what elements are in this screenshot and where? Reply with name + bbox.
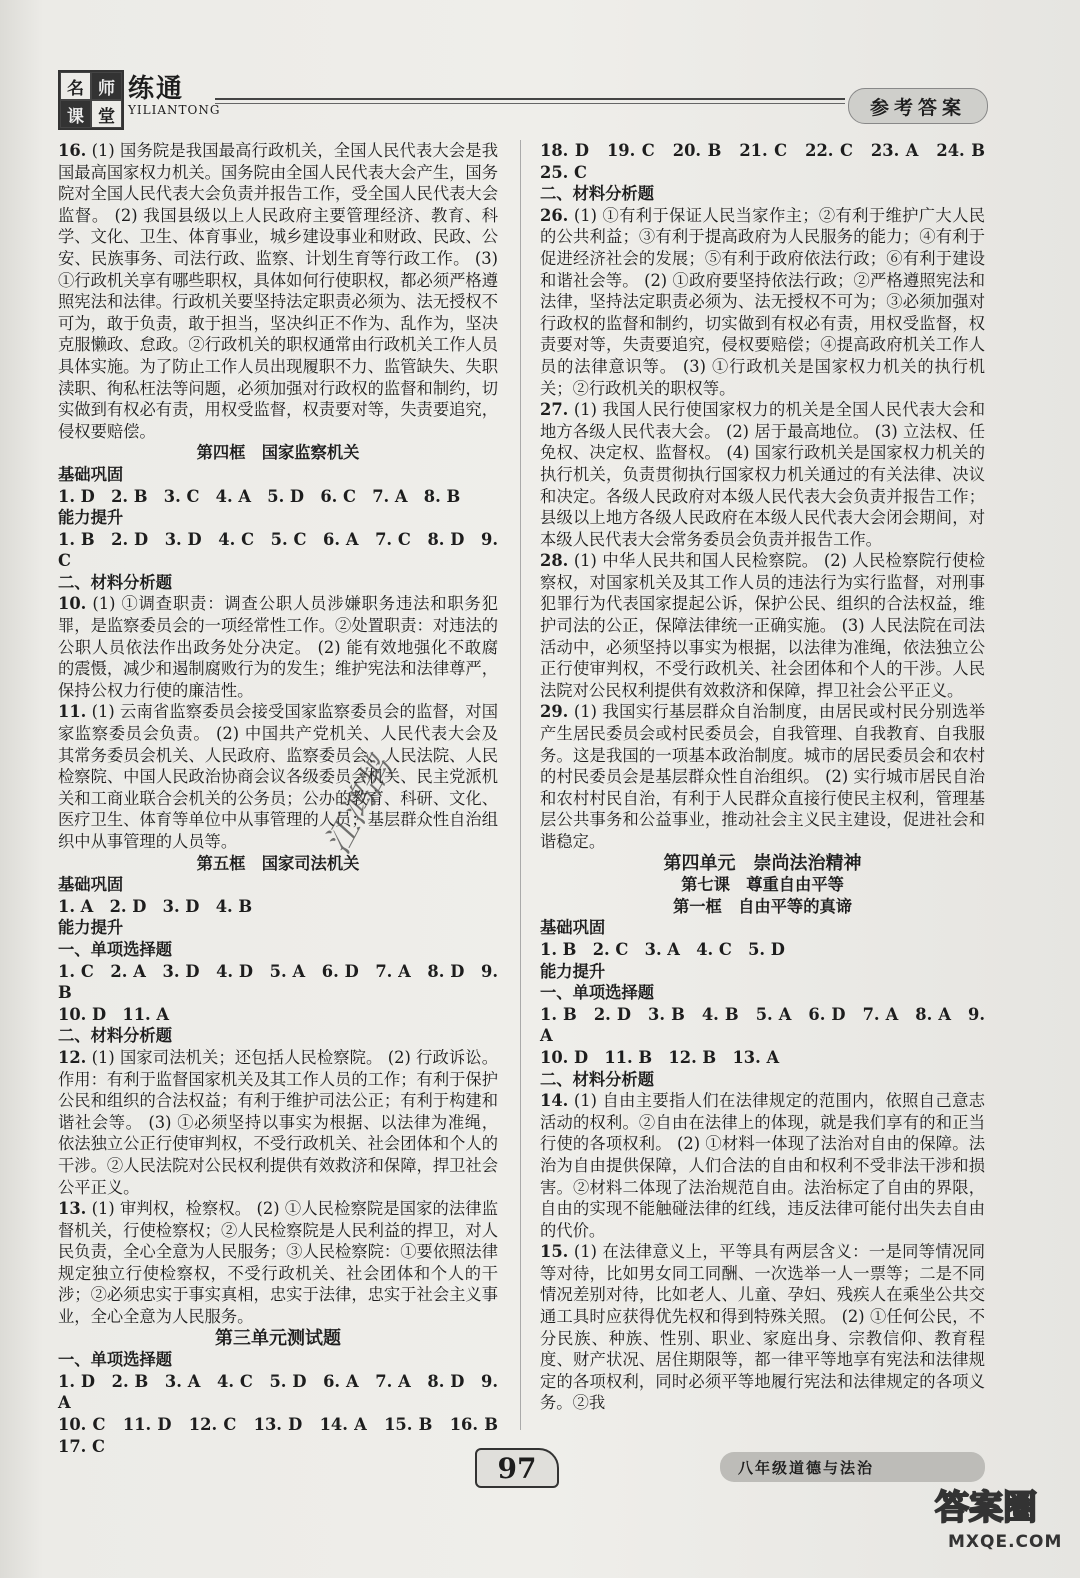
answer-line: 一、单项选择题 bbox=[540, 983, 654, 1003]
watermark-logo bbox=[930, 1480, 1063, 1560]
answer-line: 一、单项选择题 bbox=[58, 1350, 172, 1370]
answer-paragraph: 26. (1) ①有利于保证人民当家作主；②有利于维护广大人民的公共利益；③有利于提高政府为人民服务的能力；④有利于促进经济社会的发展；⑤有利于政府依法行政；⑥有利于建设和谐社会等。 (2) ①政府要坚持依法行政；②严格遵照宪法和法律，坚持法定职责必须为、法无授权不可为；③必须加强对行政权的监督和制约，切实做到有权必有责，用权受监督，权责要对等，失责要追究，侵权要赔偿；④提高政府机关工作人员的法律意识等。 (3) ①行政机关是国家权力机关的执行机关；②行政机关的职权等。 bbox=[540, 205, 985, 398]
answer-line: 基础巩固 bbox=[58, 875, 124, 895]
answer-line: 二、材料分析题 bbox=[540, 184, 654, 204]
answer-line: 10. D 11. A bbox=[58, 1004, 170, 1024]
answer-line: 1. D 2. B 3. C 4. A 5. D 6. C 7. A 8. B bbox=[58, 486, 461, 506]
column-divider bbox=[520, 140, 521, 1430]
answer-line: 1. B 2. D 3. B 4. B 5. A 6. D 7. A 8. A 9. A bbox=[540, 1004, 985, 1046]
answer-line: 一、单项选择题 bbox=[58, 939, 172, 959]
brand bbox=[128, 68, 220, 117]
header-rule-thin bbox=[215, 103, 845, 104]
answer-line: 能力提升 bbox=[540, 961, 606, 981]
answer-line: 1. B 2. C 3. A 4. C 5. D bbox=[540, 939, 785, 959]
answer-line: 10. C 11. D 12. C 13. D 14. A 15. B 16. B 17. C bbox=[58, 1415, 515, 1456]
answer-paragraph: 28. (1) 中华人民共和国人民检察院。 (2) 人民检察院行使检察权，对国家机关及其工作人员的违法行为实行监督，对刑事犯罪行为代表国家提起公诉，保护公民、组织的合法权益，维护司法的公正，保障法律统一正确实施。 (3) 人民法院在司法活动中，必须坚持以事实为根据，以法律为准绳，依法独立公正行使审判权，不受行政机关、社会团体和个人的干涉。人民法院对公民权利提供有效救济和保障，捍卫社会公平正义。 bbox=[540, 551, 985, 700]
section-badge: 参考答案 bbox=[848, 88, 988, 124]
answer-line: 能力提升 bbox=[58, 918, 124, 938]
logo-char: 课 bbox=[60, 100, 91, 128]
answer-line: 二、材料分析题 bbox=[58, 572, 172, 592]
answer-paragraph: 29. (1) 我国实行基层群众自治制度，由居民或村民分别选举产生居民委员会或村民委员会，自我管理、自我教育、自我服务。这是我国的一项基本政治制度。城市的居民委员会和农村的村民委员会是基层群众性自治组织。 (2) 实行城市居民自治和农村村民自治，有利于人民群众直接行使民主权利，管理基层公共事务和公益事业，推动社会主义民主建设，促进社会和谐稳定。 bbox=[540, 702, 985, 851]
footer-book-title: 八年级道德与法治 bbox=[720, 1452, 985, 1482]
logo-char: 名 bbox=[60, 72, 91, 100]
publisher-logo bbox=[58, 70, 124, 130]
answer-paragraph: 15. (1) 在法律意义上，平等具有两层含义：一是同等情况同等对待，比如男女同工同酬、一次选举一人一票等；二是不同情况差别对待，比如老人、儿童、孕妇、残疾人在乘坐公共交通工具时应获得优先权和得到特殊关照。 (2) ①任何公民，不分民族、种族、性别、职业、家庭出身、宗教信仰、教育程度、财产状况、居住期限等，都一律平等地享有宪法和法律规定的各项权利，同时必须平等地履行宪法和法律规定的各项义务。②我 bbox=[540, 1242, 985, 1413]
answer-line: 基础巩固 bbox=[540, 918, 606, 938]
answer-line: 能力提升 bbox=[58, 508, 124, 528]
watermark-title: 答案圈 bbox=[935, 1488, 1037, 1528]
section-heading: 第五框 国家司法机关 bbox=[196, 853, 360, 873]
answer-line: 基础巩固 bbox=[58, 464, 124, 484]
answer-line: 1. C 2. A 3. D 4. D 5. A 6. D 7. A 8. D 9. B bbox=[58, 961, 498, 1003]
page-number: 97 bbox=[475, 1448, 559, 1488]
right-column bbox=[540, 140, 1002, 1414]
answer-line: 1. B 2. D 3. D 4. C 5. C 6. A 7. C 8. D 9. C bbox=[58, 529, 498, 571]
logo-char: 堂 bbox=[91, 100, 122, 128]
answer-line: 二、材料分析题 bbox=[540, 1069, 654, 1089]
section-heading: 第四框 国家监察机关 bbox=[196, 443, 360, 463]
answer-line: 二、材料分析题 bbox=[58, 1026, 172, 1046]
watermark-url: MXQE.COM bbox=[948, 1532, 1063, 1552]
answer-paragraph: 12. (1) 国家司法机关；还包括人民检察院。 (2) 行政诉讼。作用：有利于监督国家机关及其工作人员的工作；有利于保护公民和组织的合法权益；有利于维护司法公正；有利于构建和谐社会等。 (3) ①必须坚持以事实为根据、以法律为准绳，依法独立公正行使审判权，不受行政机关、社会团体和个人的干涉。②人民法院对公民权利提供有效救济和保障，捍卫社会公平正义。 bbox=[58, 1047, 498, 1197]
handwritten-signature: 江鸿鹄 bbox=[317, 751, 401, 861]
answer-line: 1. A 2. D 3. D 4. B bbox=[58, 896, 253, 916]
answer-line: 18. D 19. C 20. B 21. C 22. C 23. A 24. B 25. C bbox=[540, 141, 1002, 182]
answer-paragraph: 11. (1) 云南省监察委员会接受国家监察委员会的监督，对国家监察委员会负责。 (2) 中国共产党机关、人民代表大会及其常务委员会机关、人民政府、监察委员会、人民法院、人民检察院、中国人民政治协商会议各级委员会机关、民主党派机关和工商业联合会机关的公务员；公办的教育、科研、文化、医疗卫生、体育等单位中从事管理的人员；基层群众性自治组织中从事管理的人员等。 bbox=[58, 702, 498, 851]
answer-paragraph: 16. (1) 国务院是我国最高行政机关，全国人民代表大会是我国最高国家权力机关。国务院由全国人民代表大会产生，国务院对全国人民代表大会负责并报告工作，受全国人民代表大会监督。 (2) 我国县级以上人民政府主要管理经济、教育、科学、文化、卫生、体育事业，城乡建设事业和财政、民政、公安、民族事务、司法行政、监察、计划生育等行政工作。 (3) ①行政机关享有哪些职权，具体如何行使职权，都必须严格遵照宪法和法律。行政机关要坚持法定职责必须为、法无授权不可为，敢于负责，敢于担当，坚决纠正不作为、乱作为，坚决克服懒政、怠政。②行政机关的职权通常由行政机关工作人员具体实施。为了防止工作人员出现履职不力、监管缺失、失职渎职、徇私枉法等问题，必须加强对行政权的监督和制约，切实做到有权必有责，用权受监督，权责要对等，失责要追究，侵权要赔偿。 bbox=[58, 141, 498, 441]
section-heading: 第七课 尊重自由平等 bbox=[681, 875, 844, 895]
section-heading: 第一框 自由平等的真谛 bbox=[672, 896, 853, 916]
brand-cn: 练通 bbox=[128, 74, 185, 104]
brand-en: YILIANTONG bbox=[128, 103, 221, 117]
header-rule bbox=[215, 98, 845, 100]
answer-paragraph: 10. (1) ①调查职责：调查公职人员涉嫌职务违法和职务犯罪，是监察委员会的一项经常性工作。②处置职责：对违法的公职人员依法作出政务处分决定。 (2) 能有效地强化不敢腐的震慑，减少和遏制腐败行为的发生；维护宪法和法律尊严，保持公权力行使的廉洁性。 bbox=[58, 594, 498, 700]
answer-line: 10. D 11. B 12. B 13. A bbox=[540, 1047, 780, 1067]
unit-heading: 第三单元测试题 bbox=[215, 1327, 341, 1349]
logo-char: 师 bbox=[91, 72, 122, 100]
left-column bbox=[58, 140, 515, 1457]
answer-paragraph: 14. (1) 自由主要指人们在法律规定的范围内，依照自己意志活动的权利。②自由在法律上的体现，就是我们享有的和正当行使的各项权利。 (2) ①材料一体现了法治对自由的保障。法治为自由提供保障，人们合法的自由和权利不受非法干涉和损害。②材料二体现了法治规范自由。法治标定了自由的界限，自由的实现不能触碰法律的红线，违反法律可能付出失去自由的代价。 bbox=[540, 1091, 985, 1240]
answer-line: 1. D 2. B 3. A 4. C 5. D 6. A 7. A 8. D 9. A bbox=[58, 1371, 498, 1413]
unit-heading: 第四单元 崇尚法治精神 bbox=[663, 852, 862, 874]
answer-paragraph: 13. (1) 审判权，检察权。 (2) ①人民检察院是国家的法律监督机关，行使检察权；②人民检察院是人民利益的捍卫，对人民负责，全心全意为人民服务；③人民检察院：①要依照法律规定独立行使检察权，不受行政机关、社会团体和个人的干涉；②必须忠实于事实真相，忠实于法律，忠实于社会主义事业，全心全意为人民服务。 bbox=[58, 1199, 498, 1327]
answer-paragraph: 27. (1) 我国人民行使国家权力的机关是全国人民代表大会和地方各级人民代表大会。 (2) 居于最高地位。 (3) 立法权、任免权、决定权、监督权。 (4) 国家行政机关是国家权力机关的执行机关，负责贯彻执行国家权力机关通过的有关法律、决议和决定。各级人民政府对本级人民代表大会负责并报告工作；县级以上地方各级人民政府在本级人民代表大会闭会期间，对本级人民代表大会常务委员会负责并报告工作。 bbox=[540, 400, 985, 549]
